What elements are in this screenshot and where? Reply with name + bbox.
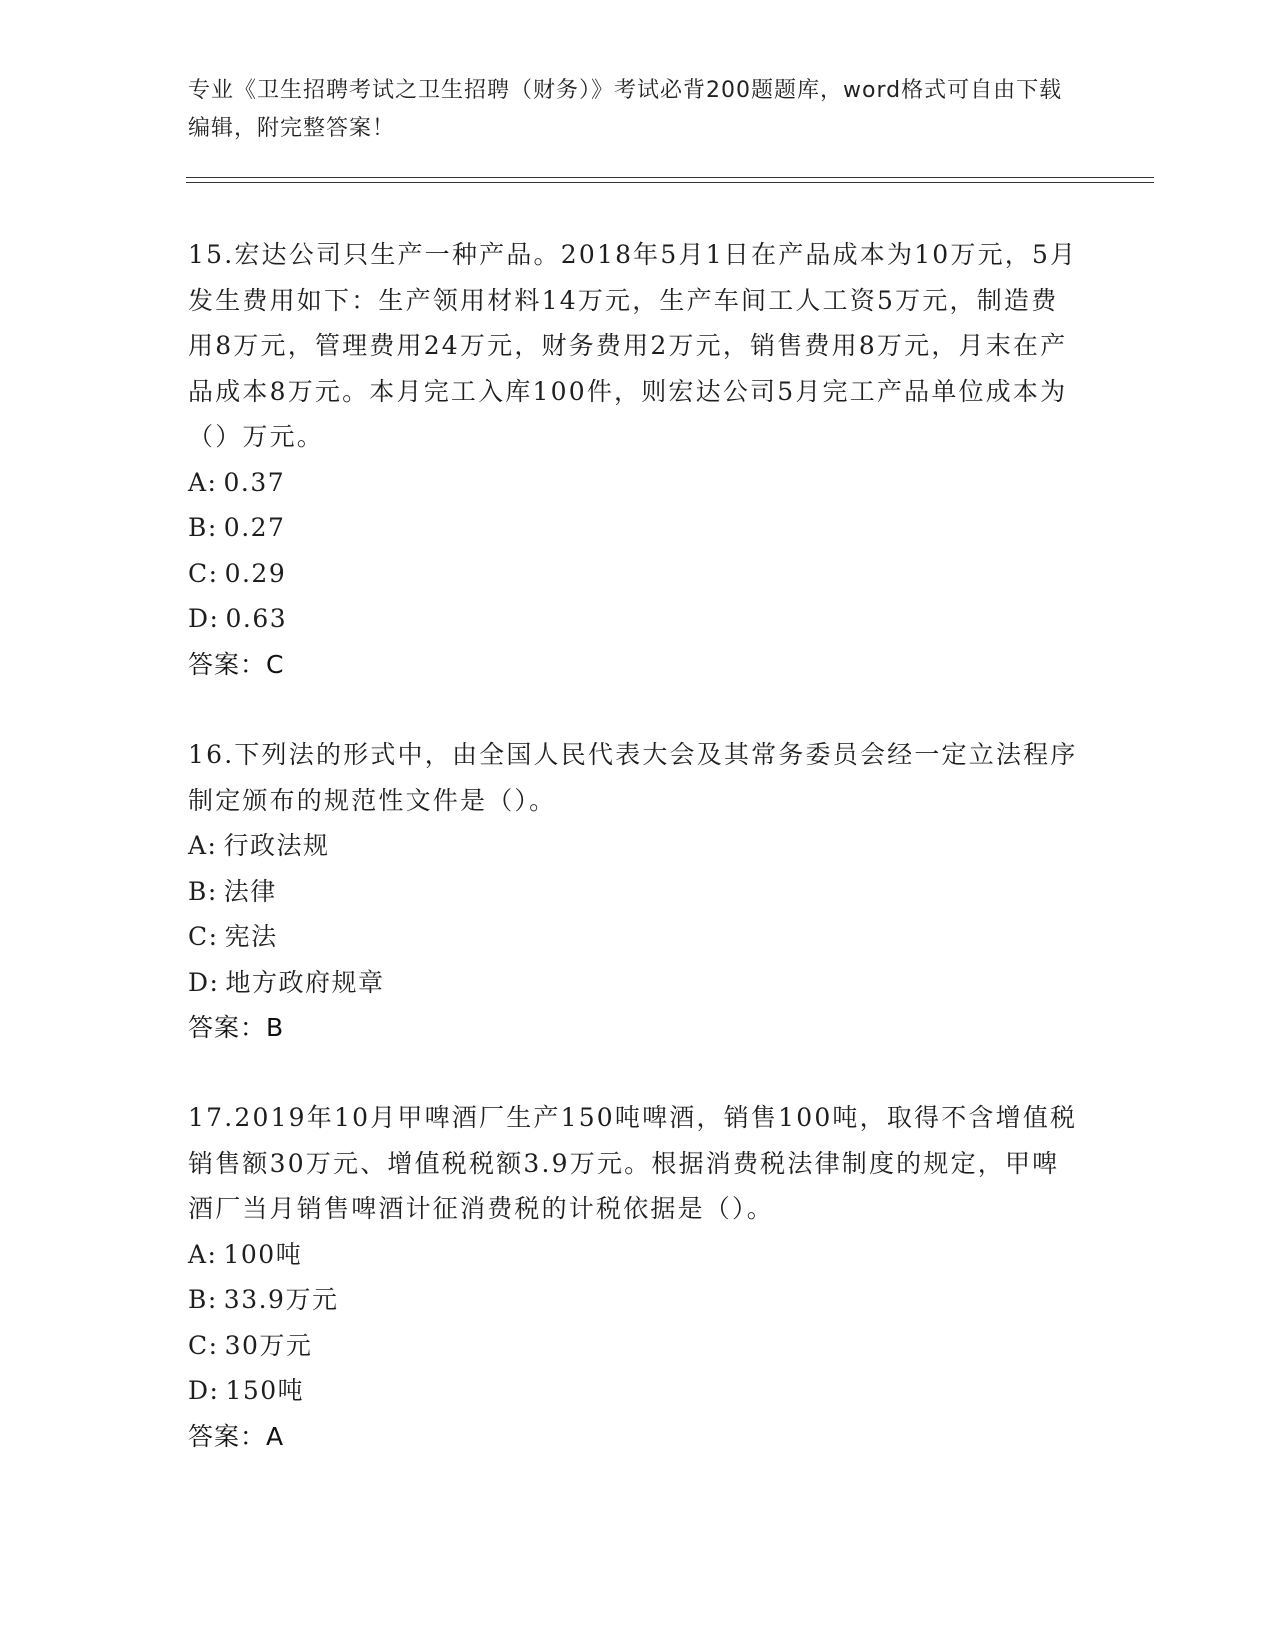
option-text: 0.29 [224, 558, 287, 588]
option-label: B: [188, 513, 218, 542]
document-header: 专业《卫生招聘考试之卫生招聘（财务）》考试必背200题题库，word格式可自由下载编辑，附完整答案！ [188, 78, 1063, 141]
option-c [188, 914, 1078, 960]
answer-line: 答案：B [188, 1013, 285, 1042]
option-a [188, 1232, 1078, 1278]
option-label: C: [188, 558, 219, 588]
option-a [188, 460, 1078, 506]
option-b [188, 505, 1078, 551]
option-label: B: [188, 1285, 218, 1314]
header-divider-bottom [186, 182, 1154, 183]
option-label: B: [188, 876, 218, 906]
option-b [188, 869, 1078, 915]
question-block-16 [188, 732, 1078, 1051]
option-text: 33.9万元 [223, 1285, 339, 1314]
option-text: 宪法 [224, 922, 278, 951]
option-text: 0.27 [223, 513, 286, 542]
option-text: 100吨 [223, 1239, 303, 1269]
option-text: 法律 [223, 876, 277, 906]
option-text: 行政法规 [223, 831, 330, 860]
option-c [188, 551, 1078, 597]
option-label: C: [188, 922, 219, 951]
answer-line: 答案：A [188, 1421, 285, 1451]
option-d [188, 1368, 1078, 1414]
answer-line: 答案：C [188, 649, 285, 679]
option-d [188, 596, 1078, 642]
option-label: D: [188, 967, 220, 997]
option-text: 150吨 [225, 1376, 305, 1405]
question-stem: 17.2019年10月甲啤酒厂生产150吨啤酒，销售100吨，取得不含增值税销售额30万元、增值税税额3.9万元。根据消费税法律制度的规定，甲啤酒厂当月销售啤酒计征消费税的计税依据是（）。 [188, 1103, 1078, 1223]
option-text: 地方政府规章 [225, 967, 385, 997]
option-text: 0.63 [225, 604, 288, 633]
option-label: A: [188, 467, 218, 497]
option-label: A: [188, 831, 218, 860]
option-text: 0.37 [223, 467, 286, 497]
header-divider-top [186, 177, 1154, 178]
question-block-17 [188, 1095, 1078, 1459]
option-c [188, 1323, 1078, 1369]
option-a [188, 823, 1078, 869]
option-label: C: [188, 1330, 219, 1360]
question-stem: 15.宏达公司只生产一种产品。2018年5月1日在产品成本为10万元，5月发生费用如下：生产领用材料14万元，生产车间工人工资5万元，制造费用8万元，管理费用24万元，财务费用2万元，销售费用8万元，月末在产品成本8万元。本月完工入库100件，则宏达公司5月完工产品单位成本为（）万元。 [188, 240, 1078, 451]
option-b [188, 1277, 1078, 1323]
option-d [188, 960, 1078, 1006]
option-label: D: [188, 1376, 220, 1405]
option-label: D: [188, 604, 220, 633]
option-label: A: [188, 1239, 218, 1269]
question-stem: 16.下列法的形式中，由全国人民代表大会及其常务委员会经一定立法程序制定颁布的规范性文件是（）。 [188, 740, 1078, 815]
question-block-15 [188, 232, 1078, 687]
option-text: 30万元 [224, 1330, 313, 1360]
